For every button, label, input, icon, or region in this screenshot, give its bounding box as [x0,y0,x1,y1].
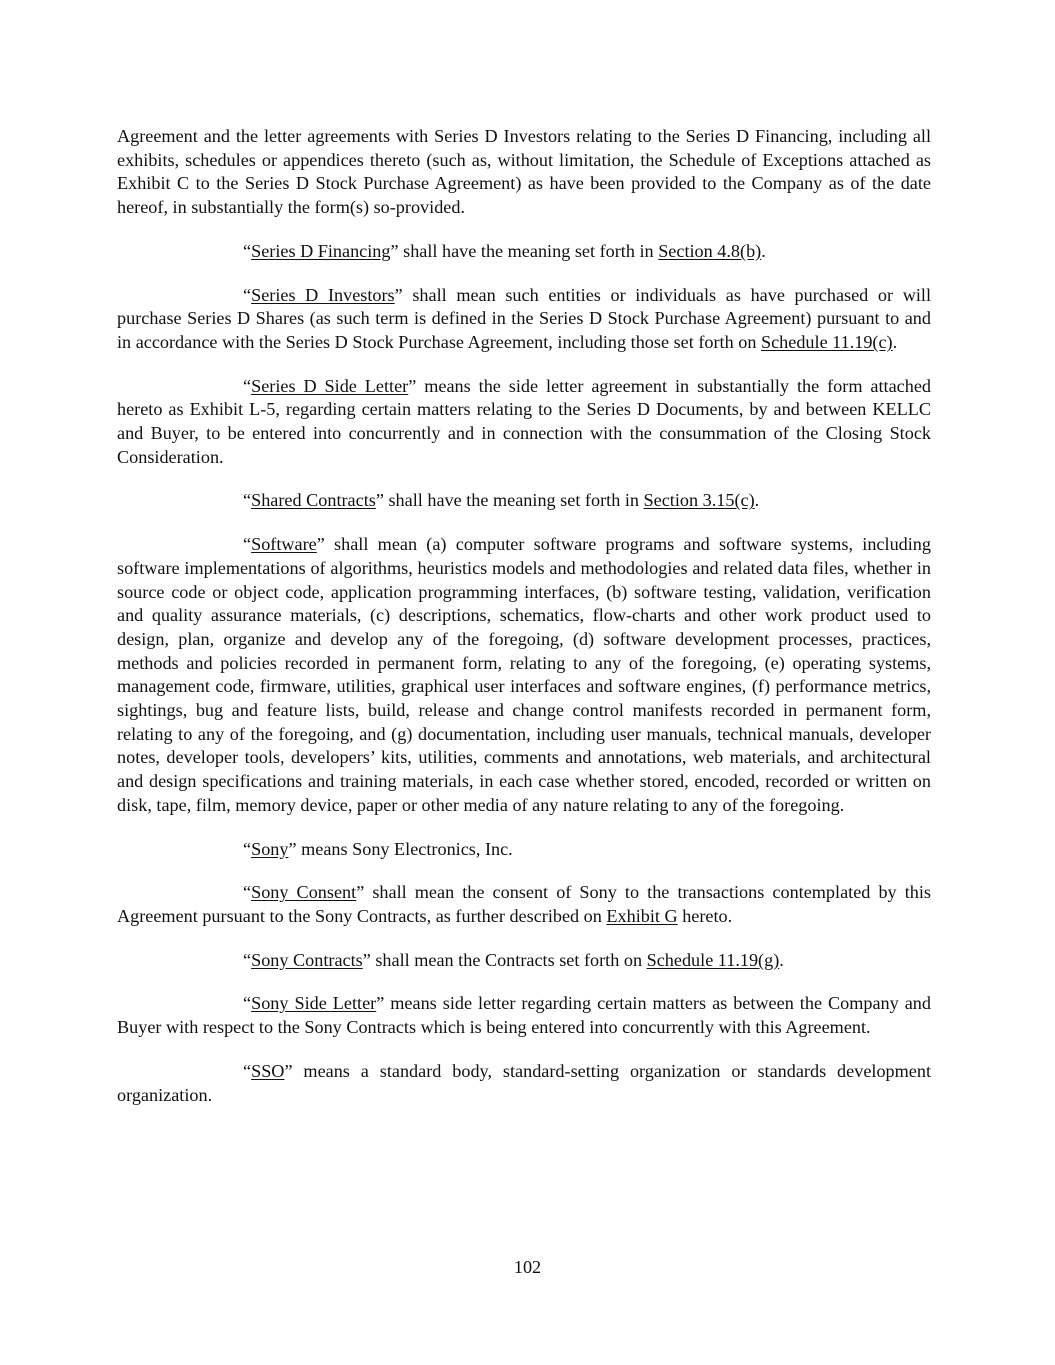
paragraph-text: . [892,331,898,352]
definition-paragraph [117,881,931,928]
paragraph-text: “ [243,993,252,1014]
paragraph-text: ” shall have the meaning set forth in [375,490,644,511]
defined-term-reference: Sony Side Letter [251,993,377,1014]
definition-paragraph [117,284,931,355]
continuation-paragraph [117,125,931,220]
paragraph-text: ” shall have the meaning set forth in [390,240,659,261]
definition-paragraph [117,838,931,862]
paragraph-text: ” shall mean the Contracts set forth on [362,949,647,970]
defined-term-reference: Series D Financing [251,240,391,261]
definition-paragraph [117,533,931,817]
paragraph-text: Agreement and the letter agreements with Series D Investors relating to the Series D Financing, including all exhibits, schedules or appendices thereto (such as, without limitation, the Schedule of Exceptions attached as Exhibit C to the Series D Stock Purchase Agreement) as have been provided to the Company as of the date hereof, in substantially the form(s) so-provided. [117,126,931,218]
paragraph-text: ” means the side letter agreement in substantially the form attached hereto as Exhibit L-5, regarding certain matters relating to the Series D Documents, by and between KELLC and Buyer, to be entered into concurrently and in connection with the consummation of the Closing Stock Consideration. [117,375,931,467]
definition-paragraph [117,240,931,264]
defined-term-reference: Sony [251,838,289,859]
paragraph-text: ” means side letter regarding certain matters as between the Company and Buyer with respect to the Sony Contracts which is being entered into concurrently with this Agreement. [117,993,931,1038]
defined-term-reference: Schedule 11.19(c) [760,331,893,352]
defined-term-reference: Shared Contracts [251,490,376,511]
defined-term-reference: Software [251,534,317,555]
paragraph-text: “ [243,838,252,859]
definition-paragraph [117,949,931,973]
definition-paragraph [117,1060,931,1107]
document-body [117,125,931,1127]
paragraph-text: ” means Sony Electronics, Inc. [288,838,513,859]
paragraph-text: “ [243,534,252,555]
defined-term-reference: Section 3.15(c) [643,490,755,511]
page-number: 102 [513,1257,542,1277]
paragraph-text: “ [243,284,252,305]
definition-paragraph [117,375,931,470]
definition-paragraph [117,992,931,1039]
paragraph-text: “ [243,375,252,396]
defined-term-reference: Sony Consent [251,882,357,903]
defined-term-reference: Exhibit G [606,905,678,926]
paragraph-text: ” shall mean (a) computer software programs and software systems, including software implementations of algorithms, heuristics models and methodologies and related data files, whether in source code or object code, application programming interfaces, (b) software testing, validation, verification and quality assurance materials, (c) descriptions, schematics, flow-charts and other work product used to design, plan, organize and develop any of the foregoing, (d) software development processes, practices, methods and policies recorded in permanent form, relating to any of the foregoing, (e) operating systems, management code, firmware, utilities, graphical user interfaces and software engines, (f) performance metrics, sightings, bug and feature lists, build, release and change control manifests recorded in permanent form, relating to any of the foregoing, and (g) documentation, including user manuals, technical manuals, developer notes, developer tools, developers’ kits, utilities, comments and annotations, web materials, and architectural and design specifications and training materials, in each case whether stored, encoded, recorded or written on disk, tape, film, memory device, paper or other media of any nature relating to any of the foregoing. [117,534,931,815]
paragraph-text: ” shall mean the consent of Sony to the transactions contemplated by this Agreement pursuant to the Sony Contracts, as further described on [117,882,932,926]
paragraph-text: “ [243,1060,252,1081]
defined-term-reference: Section 4.8(b) [658,240,762,261]
paragraph-text: hereto. [677,905,733,926]
defined-term-reference: SSO [251,1060,285,1081]
paragraph-text: . [761,240,766,261]
paragraph-text: . [779,949,784,970]
paragraph-text: ” shall mean such entities or individuals as have purchased or will purchase Series D Shares (as such term is defined in the Series D Stock Purchase Agreement) pursuant to and in accordance with the Series D Stock Purchase Agreement, including those set forth on [117,284,931,352]
defined-term-reference: Series D Side Letter [251,375,409,396]
paragraph-text: ” means a standard body, standard-setting organization or standards development organization. [117,1060,931,1105]
definition-paragraph [117,489,931,513]
paragraph-text: “ [243,882,252,903]
defined-term-reference: Schedule 11.19(g) [646,949,780,970]
paragraph-text: “ [243,240,252,261]
paragraph-text: “ [243,949,252,970]
defined-term-reference: Sony Contracts [251,949,363,970]
paragraph-text: “ [243,490,252,511]
paragraph-text: . [754,490,760,511]
defined-term-reference: Series D Investors [251,284,395,305]
